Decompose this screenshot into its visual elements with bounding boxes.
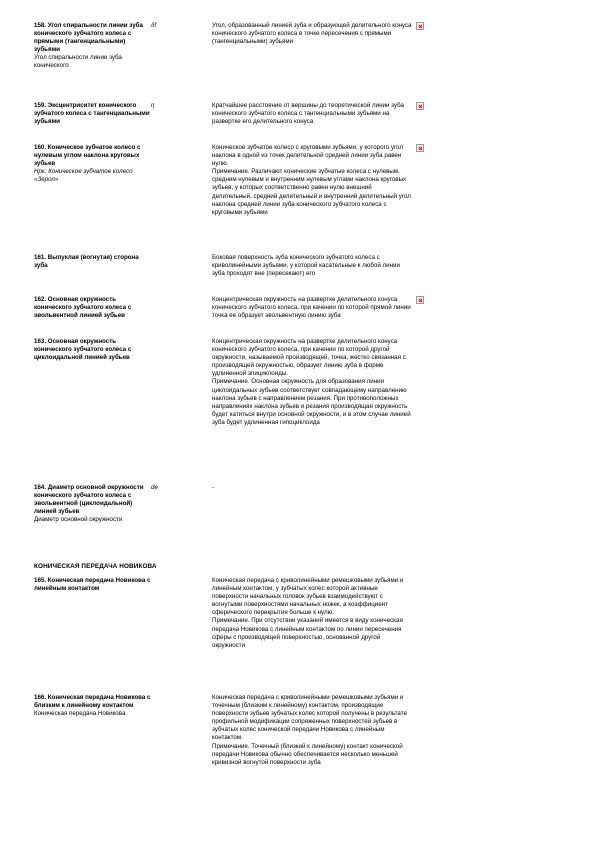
definition-note: Примечание. Основная окружность для образования линии циклоидальных зубьев соответствует совпадающему направлению наклона зубьев с направлением резания. При противоположных направлениях наклона зубьев и резания производящая окружность будет катиться внутри основной окружности, и в этом случае линией зуба будет удлиненная гипоциклоида — [212, 378, 411, 426]
term-symbol: de — [151, 484, 158, 491]
term-alt: Диаметр основной окружности — [34, 516, 123, 524]
definition-paragraph: Коническая передача с криволинейными ремешковыми зубьями и точечным (близким к линейному) контактом, производящие поверхности зубьев зубчатых колес которой получены в результате профильной модификации сопряженных поверхностей зубьев в зубчатых колес конической передачи Новикова с линейным контактом. — [212, 694, 407, 742]
term-title: 166. Коническая передача Новикова с близким к линейному контактом — [34, 694, 151, 710]
definition-paragraph: Угол, образованный линией зуба и образующей делительного конуса конического зубчатого колеса в точке пересечения с прямыми (тангенциальными) зубьями — [212, 22, 412, 46]
term-name — [34, 102, 152, 126]
term-definition — [212, 577, 412, 650]
section-title: КОНИЧЕСКАЯ ПЕРЕДАЧА НОВИКОВА — [34, 563, 157, 570]
term-name — [34, 694, 152, 718]
term-name — [34, 577, 152, 593]
term-symbol: δf — [151, 22, 157, 29]
broken-image-icon — [416, 22, 424, 30]
definition-note: Примечание. При отсутствии указаний имеется в виду коническая передача Новикова с линейным контактом по линии пересечения сферы с производящей поверхностью, основанной другой окружности — [212, 617, 403, 649]
term-definition — [212, 144, 412, 217]
definition-paragraph: - — [212, 484, 215, 491]
term-definition — [212, 22, 412, 46]
term-name — [34, 338, 152, 362]
broken-image-icon — [416, 102, 424, 110]
definition-paragraph: Коническая передача с криволинейными ремешковыми зубьями и линейным контактом, у зубчатых колес которой активные поверхности начальных головок зубьев взаимодействуют с вогнутыми поверхностями начальных ножек, а коэффициент сферического перекрытия больше к нулю. — [212, 577, 404, 617]
definition-note: Примечание. Различают конические зубчатые колеса с нулевым, средним нулевым и внутренним нулевым углами наклона круговых зубьев, у которых соответственно равен нулю внешний делительный, средний делительный и внутренний делительный угол наклона средней линии зуба конического зубчатого колеса с круговыми зубьями — [212, 168, 411, 216]
term-definition — [212, 484, 412, 492]
term-name — [34, 296, 152, 320]
term-alt: Угол спиральности линии зуба конического — [34, 54, 122, 70]
term-title: 161. Выпуклая (вогнутая) сторона зуба — [34, 254, 139, 270]
definition-note: Примечание. Точечный (близкий к линейному) контакт конической передачи Новикова обычно обеспечивается несколько меньшей кривизной вогнутой поверхности зуба — [212, 742, 403, 766]
term-definition — [212, 102, 412, 126]
definition-paragraph: Боковая поверхность зуба конического зубчатого колеса с криволинейными зубьями, у которой касательные к любой линии зуба проходят вне (пересекают) его — [212, 254, 400, 278]
term-name — [34, 484, 152, 524]
definition-paragraph: Кратчайшее расстояние от вершины до теоретической линии зуба конического зубчатого колеса с тангенциальными зубьями на развертке его делительного конуса — [212, 102, 404, 126]
term-alt: Коническая передача Новикова — [34, 710, 126, 718]
term-title: 165. Коническая передача Новикова с линейным контактом — [34, 577, 151, 593]
term-definition — [212, 338, 412, 427]
term-name — [34, 144, 152, 184]
definition-paragraph: Концентрическая окружность на развертке делительного конуса конического зубчатого колеса, при качении по которой прямой линии точка ее образует эвольвентную линию зуба — [212, 296, 411, 320]
broken-image-icon — [416, 296, 424, 304]
term-definition — [212, 254, 412, 278]
term-title: 164. Диаметр основной окружности конического зубчатого колеса с эвольвентной (циклоидальной) линией зубьев — [34, 484, 144, 516]
definition-paragraph: Концентрическая окружность на развертке делительного конуса конического зубчатого колеса, при качении по которой другой окружности, называемой производящей, точка, жестко связанная с производящей окружностью, образует линию зуба в форме удлиненной эпициклоиды. — [212, 338, 406, 378]
term-name — [34, 22, 152, 71]
term-title: 163. Основная окружность конического зубчатого колеса с циклоидальной линией зубьев — [34, 338, 132, 362]
term-definition — [212, 694, 412, 767]
definition-paragraph: Коническое зубчатое колесо с круговыми зубьями, у которого угол наклона в одной из точек делительной средней линии зуба равен нулю. — [212, 144, 403, 168]
broken-image-icon — [416, 144, 424, 152]
term-title: 160. Коническое зубчатое колесо с нулевым углом наклона круговых зубьев — [34, 144, 141, 168]
term-definition — [212, 296, 412, 320]
term-title: 158. Угол спиральности линии зуба конического зубчатого колеса с прямыми (тангенциальными) зубьями — [34, 22, 143, 54]
term-title: 159. Эксцентриситет конического зубчатого колеса с тангенциальными зубьями — [34, 102, 150, 126]
term-title: 162. Основная окружность конического зубчатого колеса с эвольвентной линией зубьев — [34, 296, 132, 320]
term-alt: Нрк. Коническое зубчатое колесо «Зерол» — [34, 168, 133, 184]
term-name — [34, 254, 152, 270]
term-symbol: η — [151, 102, 155, 109]
